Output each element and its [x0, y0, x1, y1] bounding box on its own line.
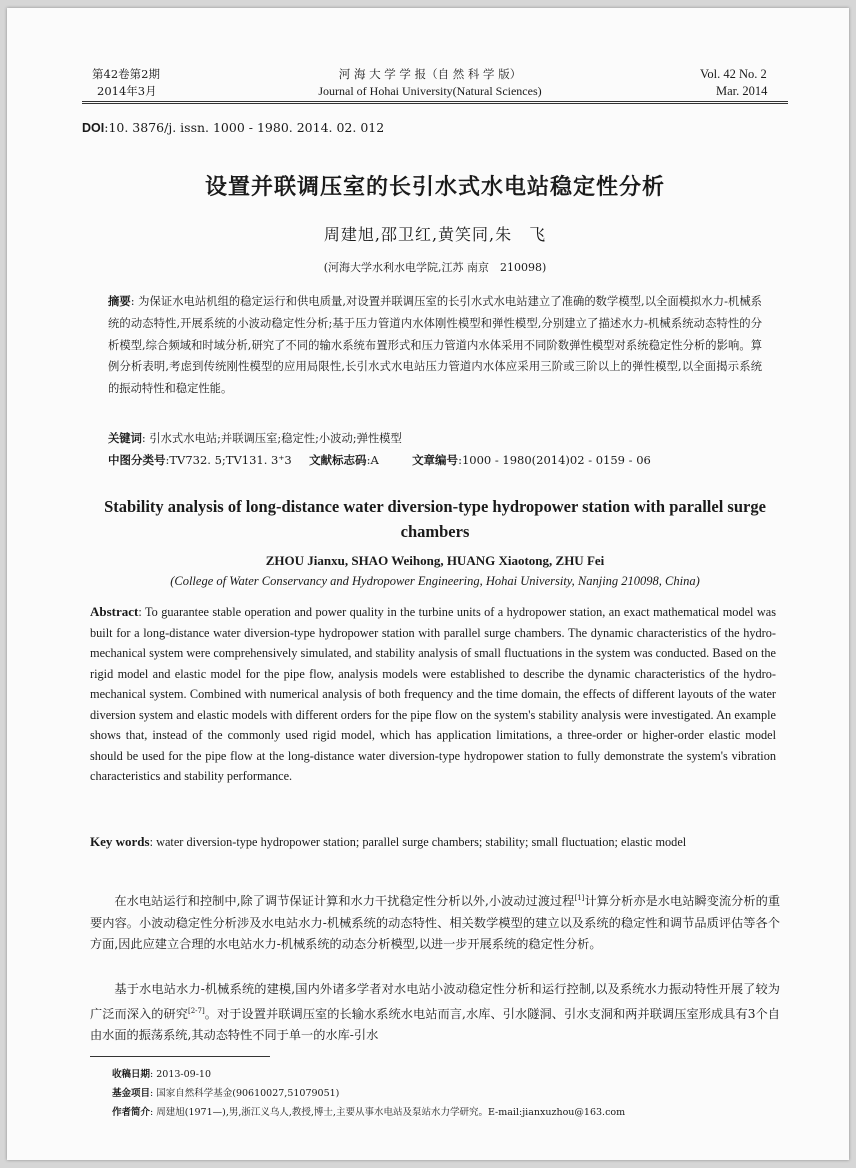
- abstract-cn-text: 为保证水电站机组的稳定运行和供电质量,对设置并联调压室的长引水式水电站建立了准确的数学模型,以全面模拟水力-机械系统的动态特性,开展系统的小波动稳定性分析;基于压力管道内水体刚性模型和弹性模型,分别建立了描述水力-机械系统动态特性的分析模型,综合频域和时域分析,研究了不同的输水系统布置形式和压力管道内水体采用不同阶数弹性模型对系统稳定性分析的影响。算例分析表明,考虑到传统刚性模型的应用局限性,长引水式水电站压力管道内水体应采用三阶或三阶以上的弹性模型,以全面揭示系统的振动特性和稳定性能。: [108, 295, 762, 396]
- body-paragraph-2: [90, 979, 780, 1047]
- citation-1: [1]: [574, 894, 585, 902]
- header-month-year: Mar. 2014: [716, 84, 768, 98]
- doi-line: DOI:10. 3876/j. issn. 1000 - 1980. 2014. 02. 012: [82, 120, 385, 135]
- fund-value: 国家自然科学基金(90610027,51079051): [156, 1088, 340, 1099]
- body-p1-text-a: 在水电站运行和控制中,除了调节保证计算和水力干扰稳定性分析以外,小波动过渡过程: [114, 894, 575, 909]
- received-value: 2013-09-10: [156, 1069, 212, 1080]
- affiliation-en: (College of Water Conservancy and Hydropower Engineering, Hohai University, Nanjing 210098, China): [170, 574, 700, 588]
- doi-label: DOI: [82, 121, 105, 135]
- received-label: 收稿日期: [112, 1069, 151, 1080]
- keywords-en-label: Key words: [90, 834, 150, 849]
- body-p2-text-a: 基于水电站水力-机械系统的建模,国内外诸多学者对水电站小波动稳定性分析和运行控制,以及系统水力振动特性开展了较为广泛而深入的研究: [90, 982, 780, 1021]
- clc-value: TV732. 5;TV131. 3⁺3: [169, 453, 292, 467]
- header-volume-issue: 第42卷第2期: [92, 67, 160, 81]
- keywords-en-text: water diversion-type hydropower station; parallel surge chambers; stability; small fluctuation; elastic model: [156, 835, 687, 849]
- abstract-en-text: To guarantee stable operation and power quality in the turbine units of a hydropower station, an exact mathematical model was built for a long-distance water diversion-type hydropower station with parallel surge chambers. The dynamic characteristics of the hydro-mechanical system were comprehensively simulated, and stability analysis of small fluctuations in the system was conducted. Based on the rigid model and elastic model for the pipe flow, analysis models were established to describe the dynamic characteristics of the hydro-mechanical system. Combined with numerical analysis of both frequency and the time domain, the effects of different layouts of the water diversion system and elastic models with different orders for the pipe flow on the system's stability analysis were investigated. An example shows that, instead of the commonly used rigid model, which has application limitations, a three-order or higher-order elastic model should be used for the pipe flow at the long-distance water diversion-type hydropower station to fully demonstrate the system's vibration characteristics and stability performance.: [90, 605, 776, 783]
- affiliation-cn: (河海大学水利水电学院,江苏 南京 210098): [323, 261, 547, 274]
- authors-cn: 周建旭,邵卫红,黄笑同,朱 飞: [323, 225, 547, 244]
- doc-code-label: 文献标志码: [309, 453, 367, 467]
- header-date: 2014年3月: [97, 84, 157, 98]
- doi-value: 10. 3876/j. issn. 1000 - 1980. 2014. 02. 012: [108, 120, 385, 135]
- footnote-fund: 基金项目: 国家自然科学基金(90610027,51079051): [112, 1088, 340, 1099]
- header-journal-en: Journal of Hohai University(Natural Sciences): [318, 84, 542, 98]
- authors-en: ZHOU Jianxu, SHAO Weihong, HUANG Xiaotong, ZHU Fei: [265, 553, 605, 568]
- paper-title-cn: 设置并联调压室的长引水式水电站稳定性分析: [204, 175, 665, 200]
- citation-2-7: [2-7]: [188, 1006, 205, 1015]
- body-p2-text-b: 。对于设置并联调压室的长输水系统水电站而言,水库、引水隧洞、引水支洞和两并联调压室形成具有3个自由水面的振荡系统,其动态特性不同于单一的水库-引水: [90, 1006, 780, 1043]
- abstract-en: Abstract: To guarantee stable operation and power quality in the turbine units of a hydropower station, an exact mathematical model was built for a long-distance water diversion-type hydropower station with parallel surge chambers. The dynamic characteristics of the hydro-mechanical system were comprehensively simulated, and stability analysis of small fluctuations in the system was conducted. Based on the rigid model and elastic model for the pipe flow, analysis models were established to describe the dynamic characteristics of the hydro-mechanical system. Combined with numerical analysis of both frequency and the time domain, the effects of different layouts of the water diversion system and elastic models with different orders for the pipe flow on the system's stability analysis were investigated. An example shows that, instead of the commonly used rigid model, which has application limitations, a three-order or higher-order elastic model should be used for the pipe flow at the long-distance water diversion-type hydropower station to fully demonstrate the system's vibration characteristics and stability performance.: [90, 604, 776, 783]
- keywords-en: Key words: water diversion-type hydropower station; parallel surge chambers; stability; small fluctuation; elastic model: [90, 834, 687, 849]
- header-rule-2: [82, 103, 788, 104]
- header-rule: [82, 101, 788, 102]
- footnote-received: 收稿日期: 2013-09-10: [112, 1069, 212, 1080]
- abstract-cn: 摘要: 为保证水电站机组的稳定运行和供电质量,对设置并联调压室的长引水式水电站建立了准确的数学模型,以全面模拟水力-机械系统的动态特性,开展系统的小波动稳定性分析;基于压力管道内水体刚性模型和弹性模型,分别建立了描述水力-机械系统动态特性的分析模型,综合频域和时域分析,研究了不同的输水系统布置形式和压力管道内水体采用不同阶数弹性模型对系统稳定性分析的影响。算例分析表明,考虑到传统刚性模型的应用局限性,长引水式水电站压力管道内水体应采用三阶或三阶以上的弹性模型,以全面揭示系统的振动特性和稳定性能。: [108, 295, 762, 396]
- abstract-en-label: Abstract: [90, 604, 139, 619]
- keywords-cn: 关键词: 引水式水电站;并联调压室;稳定性;小波动;弹性模型: [108, 432, 402, 445]
- doc-code-value: A: [370, 453, 379, 467]
- paper-title-en: Stability analysis of long-distance water diversion-type hydropower station with parallel surge chambers: [104, 497, 766, 541]
- article-no-value: 1000 - 1980(2014)02 - 0159 - 06: [461, 453, 651, 467]
- footnote-rule: [90, 1056, 270, 1057]
- keywords-cn-label: 关键词: [108, 432, 142, 445]
- header-journal-cn: 河 海 大 学 学 报（自 然 科 学 版）: [338, 67, 522, 81]
- classification-line: 中图分类号:TV732. 5;TV131. 3⁺3 文献标志码:A 文章编号:1000 - 1980(2014)02 - 0159 - 06: [108, 453, 651, 467]
- header-vol-no: Vol. 42 No. 2: [700, 67, 767, 81]
- body-paragraph-1: [90, 888, 780, 956]
- abstract-cn-label: 摘要: [108, 295, 131, 308]
- article-no-label: 文章编号: [412, 453, 459, 467]
- keywords-cn-text: 引水式水电站;并联调压室;稳定性;小波动;弹性模型: [149, 432, 402, 445]
- fund-label: 基金项目: [112, 1088, 151, 1099]
- author-bio-label: 作者简介: [112, 1107, 151, 1118]
- clc-label: 中图分类号: [108, 453, 166, 467]
- body-p1-text-b: 计算分析亦是水电站瞬变流分析的重要内容。小波动稳定性分析涉及水电站水力-机械系统的动态特性、相关数学模型的建立以及系统的稳定性和调节品质评估等各个方面,因此应建立合理的水电站水力-机械系统的动态分析模型,以进一步开展系统的稳定性分析。: [90, 894, 781, 952]
- author-bio-value: 周建旭(1971—),男,浙江义乌人,教授,博士,主要从事水电站及泵站水力学研究。E-mail:jianxuzhou@163.com: [156, 1107, 626, 1118]
- footnote-author: 作者简介: 周建旭(1971—),男,浙江义乌人,教授,博士,主要从事水电站及泵站水力学研究。E-mail:jianxuzhou@163.com: [112, 1107, 626, 1118]
